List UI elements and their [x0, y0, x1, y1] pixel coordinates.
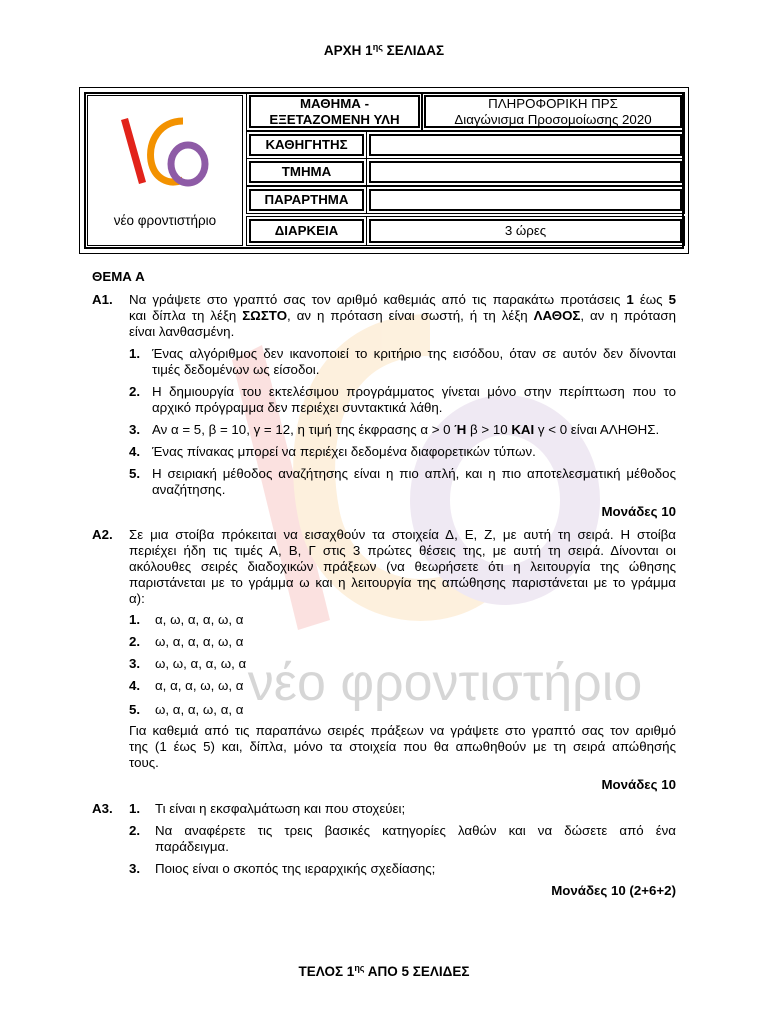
a1-intro — [129, 292, 676, 340]
class-label: ΤΜΗΜΑ — [249, 161, 364, 183]
footer-sup: ης — [354, 963, 365, 973]
teacher-value — [369, 134, 682, 156]
teacher-label: ΚΑΘΗΓΗΤΗΣ — [249, 134, 364, 156]
a2-outro-line: Για καθεμιά από τις παραπάνω σειρές πράξεων να γράψετε στο γραπτό σας τον αριθμό — [129, 723, 676, 738]
a3-item — [155, 823, 676, 855]
a1-item-line: τιμές δεδομένων ως είσοδοι. — [152, 362, 320, 377]
date-value — [369, 189, 682, 211]
a2-intro-line: α): — [129, 591, 145, 606]
a3-item-line: παράδειγμα. — [155, 839, 229, 854]
a2-intro-line: Σε μια στοίβα πρόκειται να εισαχθούν τα στοιχεία Δ, Ε, Ζ, με αυτή τη σειρά. Η στοίβα — [129, 527, 676, 542]
page-footer — [0, 963, 768, 979]
a1-intro-line2: και δίπλα τη λέξη ΣΩΣΤΟ, αν η πρόταση είναι σωστή, ή τη λέξη ΛΑΘΟΣ, αν η πρόταση — [129, 308, 676, 323]
logo-slash — [121, 118, 146, 184]
a3-item-num: 1. — [129, 801, 141, 816]
a1-intro-line1: Να γράψετε στο γραπτό σας τον αριθμό καθεμιάς από τις παρακάτω προτάσεις 1 έως 5 — [129, 292, 676, 307]
subject-label-line1: ΜΑΘΗΜΑ - — [299, 95, 370, 111]
logo-purple-ring — [171, 145, 205, 183]
logo-caption: νέο φροντιστήριο — [113, 213, 217, 228]
header-sup: ης — [372, 42, 383, 52]
a1-item-num: 4. — [129, 444, 141, 459]
footer-text-tail: ΑΠΟ 5 ΣΕΛΙΔΕΣ — [364, 964, 470, 979]
a1-item-num: 1. — [129, 346, 141, 361]
a2-outro-line: της (1 έως 5) και, δίπλα, μόνο τα στοιχεία που θα απωθηθούν με τη σειρά απώθησής — [129, 739, 676, 754]
a1-intro-line3: είναι λανθασμένη. — [129, 324, 235, 339]
a1-item — [152, 384, 676, 416]
a1-score: Μονάδες 10 — [601, 504, 676, 519]
duration-label: ΔΙΑΡΚΕΙΑ — [249, 219, 364, 243]
header-text-tail: ΣΕΛΙΔΑΣ — [382, 43, 445, 58]
subject-value-line2: Διαγώνισμα Προσομοίωσης 2020 — [454, 111, 652, 127]
a2-intro-line: παριστάνεται με το γράμμα ω και η λειτουργία της απώθησης παριστάνεται με το γράμμα — [129, 575, 676, 590]
a2-item-num: 5. — [129, 702, 141, 717]
class-value — [369, 161, 682, 183]
a1-item-line: Ένας αλγόριθμος δεν ικανοποιεί το κριτήριο της εισόδου, όταν σε αυτόν δεν δίνονται — [152, 346, 676, 361]
a2-item-num: 1. — [129, 612, 141, 627]
a2-intro — [129, 527, 676, 607]
a1-item-line: Η σειριακή μέθοδος αναζήτησης είναι η πιο απλή, και η πιο αποτελεσματική μέθοδος — [152, 466, 676, 481]
a1-item-line: Η δημιουργία του εκτελέσιμου προγράμματος γίνεται μόνο στην περίπτωση που το — [152, 384, 676, 399]
page-header — [0, 42, 768, 58]
logo-box — [87, 95, 243, 246]
a1-item: Ένας πίνακας μπορεί να περιέχει δεδομένα διαφορετικών τύπων. — [152, 444, 536, 459]
logo-icon — [88, 96, 242, 245]
a1-label: Α1. — [92, 292, 113, 307]
subject-value-line1: ΠΛΗΡΟΦΟΡΙΚΗ ΠΡΣ — [488, 95, 618, 111]
a3-score: Μονάδες 10 (2+6+2) — [551, 883, 676, 898]
a2-item: α, α, α, ω, ω, α — [155, 678, 244, 693]
subject-label-line2: ΕΞΕΤΑΖΟΜΕΝΗ ΥΛΗ — [269, 111, 400, 127]
a2-intro-line: περιέχει ήδη τις τιμές Α, Β, Γ στις 3 πρώτες θέσεις της, με αυτή τη σειρά. Δίνονται οι — [129, 543, 676, 558]
a1-item-num: 2. — [129, 384, 141, 399]
header-text: ΑΡΧΗ 1 — [323, 43, 373, 58]
watermark-text: νέο φροντιστήριο — [247, 654, 643, 712]
a3-item: Τι είναι η εκσφαλμάτωση και που στοχεύει; — [155, 801, 406, 816]
a1-item: Αν α = 5, β = 10, γ = 12, η τιμή της έκφρασης α > 0 Ή β > 10 ΚΑΙ γ < 0 είναι ΑΛΗΘΗΣ. — [152, 422, 660, 437]
subject-label — [249, 95, 420, 128]
a2-intro-line: ακόλουθες σειρές διαδοχικών πράξεων (να θεωρήσετε ότι η λειτουργία της ώθησης — [129, 559, 676, 574]
subject-value — [424, 95, 682, 128]
duration-value: 3 ώρες — [369, 219, 682, 243]
a1-item-line: αρχικό πρόγραμμα δεν περιέχει συντακτικά λάθη. — [152, 400, 443, 415]
a2-outro — [129, 723, 676, 771]
a2-item-num: 2. — [129, 634, 141, 649]
a3-item-num: 2. — [129, 823, 141, 838]
a2-item: α, ω, α, α, ω, α — [155, 612, 244, 627]
a1-item-num: 3. — [129, 422, 141, 437]
date-label: ΠΑΡΑΡΤΗΜΑ — [249, 189, 364, 211]
a2-item-num: 4. — [129, 678, 141, 693]
a1-item — [152, 346, 676, 378]
a2-label: Α2. — [92, 527, 113, 542]
a2-item-num: 3. — [129, 656, 141, 671]
a3-item-num: 3. — [129, 861, 141, 876]
a3-label: Α3. — [92, 801, 113, 816]
a2-outro-line: τους. — [129, 755, 159, 770]
theme-title: ΘΕΜΑ Α — [92, 269, 145, 284]
footer-text: ΤΕΛΟΣ 1 — [298, 964, 355, 979]
a1-item-num: 5. — [129, 466, 141, 481]
a2-item: ω, α, α, ω, α, α — [155, 702, 244, 717]
a1-item — [152, 466, 676, 498]
a2-item: ω, α, α, α, ω, α — [155, 634, 244, 649]
a2-score: Μονάδες 10 — [601, 777, 676, 792]
a3-item: Ποιος είναι ο σκοπός της ιεραρχικής σχεδίασης; — [155, 861, 436, 876]
a1-item-line: αναζήτησης. — [152, 482, 226, 497]
a2-item: ω, ω, α, α, ω, α — [155, 656, 247, 671]
a3-item-line: Να αναφέρετε τις τρεις βασικές κατηγορίες λαθών και να δώσετε από ένα — [155, 823, 676, 838]
